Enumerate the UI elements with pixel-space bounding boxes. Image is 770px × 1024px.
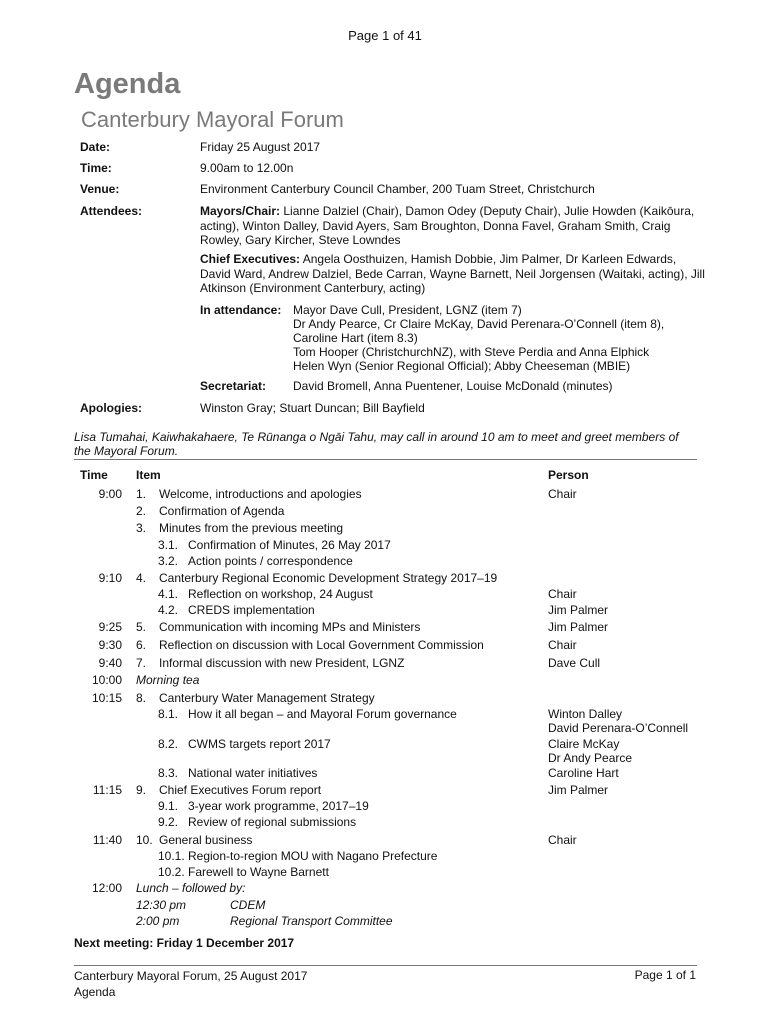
lunch-followup-row <box>0 898 770 914</box>
agenda-item: Region-to-region MOU with Nagano Prefecture <box>188 849 438 863</box>
apologies-value: Winston Gray; Stuart Duncan; Bill Bayfield <box>200 401 425 415</box>
in-attendance-list <box>293 303 708 373</box>
in-attendance-line: Mayor Dave Cull, President, LGNZ (item 7) <box>293 303 522 317</box>
agenda-time: 9:40 <box>98 656 122 670</box>
agenda-person: Chair <box>548 833 577 847</box>
agenda-time: 9:00 <box>98 487 122 501</box>
agenda-subrow <box>0 707 770 735</box>
agenda-number: 1. <box>136 487 147 501</box>
time-label: Time: <box>80 161 112 175</box>
chief-executives-paragraph <box>200 252 705 296</box>
lunch-text: Lunch – followed by: <box>136 881 246 895</box>
agenda-number: 3.2. <box>158 554 179 568</box>
agenda-time: 11:15 <box>92 783 122 797</box>
agenda-number: 4.2. <box>158 603 179 617</box>
agenda-number: 9. <box>136 783 147 797</box>
agenda-item: Farewell to Wayne Barnett <box>188 865 329 879</box>
date-label: Date: <box>80 140 111 154</box>
agenda-row <box>0 833 770 849</box>
agenda-person: Winton Dalley <box>548 707 623 721</box>
agenda-number: 8. <box>136 691 147 705</box>
agenda-item: Review of regional submissions <box>188 815 357 829</box>
agenda-time: 10:15 <box>91 691 122 705</box>
agenda-number: 9.1. <box>158 799 179 813</box>
agenda-time: 12:00 <box>91 881 122 895</box>
agenda-item: CREDS implementation <box>188 603 315 617</box>
agenda-item: Minutes from the previous meeting <box>159 521 344 535</box>
agenda-number: 10.2. <box>158 865 185 879</box>
agenda-person: Dave Cull <box>548 656 601 670</box>
agenda-number: 5. <box>136 620 147 634</box>
agenda-number: 10.1. <box>158 849 185 863</box>
column-header-time: Time <box>80 468 108 482</box>
agenda-subrow <box>0 865 770 881</box>
venue-label: Venue: <box>80 182 120 196</box>
agenda-person: Jim Palmer <box>548 620 609 634</box>
agenda-row <box>0 656 770 672</box>
mayors-list: Lianne Dalziel (Chair), Damon Odey (Deputy Chair), Julie Howden (Kaikōura, acting), Winton Dalley, David Ayers, Sam Broughton, Donna Favel, Graham Smith, Craig Rowley, Gary Kircher, Steve Lowndes <box>200 204 695 247</box>
agenda-item: Canterbury Water Management Strategy <box>159 691 375 705</box>
page-subtitle: Canterbury Mayoral Forum <box>81 107 344 132</box>
in-attendance-line: Dr Andy Pearce, Cr Claire McKay, David Perenara-O’Connell (item 8), Caroline Hart (item 8.3) <box>293 317 665 345</box>
agenda-item: National water initiatives <box>188 766 318 780</box>
agenda-person: Dr Andy Pearce <box>548 751 633 765</box>
agenda-subrow <box>0 737 770 765</box>
agenda-item: Reflection on workshop, 24 August <box>188 587 373 601</box>
in-attendance-line: Tom Hooper (ChristchurchNZ), with Steve Perdia and Anna Elphick <box>293 345 650 359</box>
agenda-time: 11:40 <box>92 833 122 847</box>
agenda-item: Chief Executives Forum report <box>159 783 322 797</box>
footer-rule <box>74 965 697 966</box>
agenda-number: 6. <box>136 638 147 652</box>
agenda-subrow <box>0 799 770 815</box>
agenda-item: Welcome, introductions and apologies <box>159 487 362 501</box>
agenda-subrow <box>0 849 770 865</box>
agenda-time: 9:25 <box>98 620 122 634</box>
agenda-number: 8.2. <box>158 737 179 751</box>
agenda-row <box>0 487 770 503</box>
in-attendance-line: Helen Wyn (Senior Regional Official); Abby Cheeseman (MBIE) <box>293 359 631 373</box>
agenda-row <box>0 571 770 587</box>
agenda-item: Reflection on discussion with Local Government Commission <box>159 638 484 652</box>
chief-executives-list: Angela Oosthuizen, Hamish Dobbie, Jim Palmer, Dr Karleen Edwards, David Ward, Andrew Dalziel, Bede Carran, Wayne Barnett, Neil Jorgensen (Waitaki, acting), Jill Atkinson (Environment Canterbury, acting) <box>200 252 705 295</box>
agenda-row <box>0 691 770 707</box>
agenda-person: Claire McKay <box>548 737 620 751</box>
agenda-item: 3-year work programme, 2017–19 <box>188 799 369 813</box>
page-title: Agenda <box>74 68 181 100</box>
agenda-number: 8.3. <box>158 766 179 780</box>
agenda-break: Morning tea <box>136 673 200 687</box>
agenda-item: Action points / correspondence <box>188 554 353 568</box>
footer-subtitle: Agenda <box>74 985 116 999</box>
next-meeting: Next meeting: Friday 1 December 2017 <box>74 936 295 950</box>
chief-executives-label: Chief Executives: <box>200 252 301 266</box>
agenda-time: 10:00 <box>91 673 122 687</box>
agenda-row <box>0 783 770 799</box>
agenda-subrow <box>0 538 770 554</box>
venue-value: Environment Canterbury Council Chamber, 200 Tuam Street, Christchurch <box>200 182 595 196</box>
agenda-person: Chair <box>548 638 577 652</box>
agenda-item: How it all began – and Mayoral Forum governance <box>188 707 457 721</box>
column-header-item: Item <box>136 468 161 482</box>
agenda-row <box>0 521 770 537</box>
agenda-subrow <box>0 766 770 782</box>
agenda-item: General business <box>159 833 253 847</box>
agenda-item: Confirmation of Minutes, 26 May 2017 <box>188 538 391 552</box>
followup-time: 2:00 pm <box>136 914 180 928</box>
agenda-number: 4.1. <box>158 587 179 601</box>
agenda-person: Chair <box>548 487 577 501</box>
agenda-row <box>0 504 770 520</box>
in-attendance-label: In attendance: <box>200 303 282 317</box>
secretariat-value: David Bromell, Anna Puentener, Louise McDonald (minutes) <box>293 379 613 393</box>
agenda-number: 8.1. <box>158 707 179 721</box>
column-header-person: Person <box>548 468 589 482</box>
agenda-item: CWMS targets report 2017 <box>188 737 331 751</box>
followup-meeting: CDEM <box>230 898 266 912</box>
agenda-row <box>0 673 770 689</box>
agenda-number: 2. <box>136 504 147 518</box>
agenda-item: Communication with incoming MPs and Ministers <box>159 620 421 634</box>
agenda-row <box>0 638 770 654</box>
agenda-subrow <box>0 815 770 831</box>
agenda-person: Jim Palmer <box>548 783 609 797</box>
footer-page-number: Page 1 of 1 <box>634 968 696 982</box>
apologies-label: Apologies: <box>80 401 142 415</box>
agenda-number: 3. <box>136 521 147 535</box>
lunch-row <box>0 881 770 897</box>
page-indicator: Page 1 of 41 <box>348 28 422 43</box>
time-value: 9.00am to 12.00n <box>200 161 294 175</box>
date-value: Friday 25 August 2017 <box>200 140 321 154</box>
agenda-person: Jim Palmer <box>548 603 609 617</box>
agenda-person: Caroline Hart <box>548 766 619 780</box>
secretariat-label: Secretariat: <box>200 379 267 393</box>
agenda-person: Chair <box>548 587 577 601</box>
agenda-time: 9:10 <box>98 571 122 585</box>
table-top-rule <box>74 459 697 460</box>
footer-left <box>74 968 307 1000</box>
lunch-followup-row <box>0 914 770 930</box>
agenda-time: 9:30 <box>98 638 122 652</box>
mayors-label: Mayors/Chair: <box>200 204 281 218</box>
followup-meeting: Regional Transport Committee <box>230 914 393 928</box>
agenda-item: Confirmation of Agenda <box>159 504 285 518</box>
agenda-number: 7. <box>136 656 147 670</box>
agenda-number: 3.1. <box>158 538 179 552</box>
agenda-person: David Perenara-O’Connell <box>548 721 689 735</box>
followup-time: 12:30 pm <box>136 898 187 912</box>
agenda-item: Informal discussion with new President, LGNZ <box>159 656 405 670</box>
agenda-row <box>0 620 770 636</box>
agenda-subrow <box>0 554 770 570</box>
agenda-number: 10. <box>136 833 153 847</box>
agenda-subrow <box>0 587 770 603</box>
attendees-label: Attendees: <box>80 204 143 218</box>
agenda-item: Canterbury Regional Economic Development Strategy 2017–19 <box>159 571 498 585</box>
mayors-paragraph <box>200 204 705 248</box>
footer-title: Canterbury Mayoral Forum, 25 August 2017 <box>74 969 308 983</box>
guest-note: Lisa Tumahai, Kaiwhakahaere, Te Rūnanga o Ngāi Tahu, may call in around 10 am to meet and greet members of the Mayoral Forum. <box>74 430 679 458</box>
agenda-subrow <box>0 603 770 619</box>
agenda-number: 4. <box>136 571 147 585</box>
agenda-number: 9.2. <box>158 815 179 829</box>
